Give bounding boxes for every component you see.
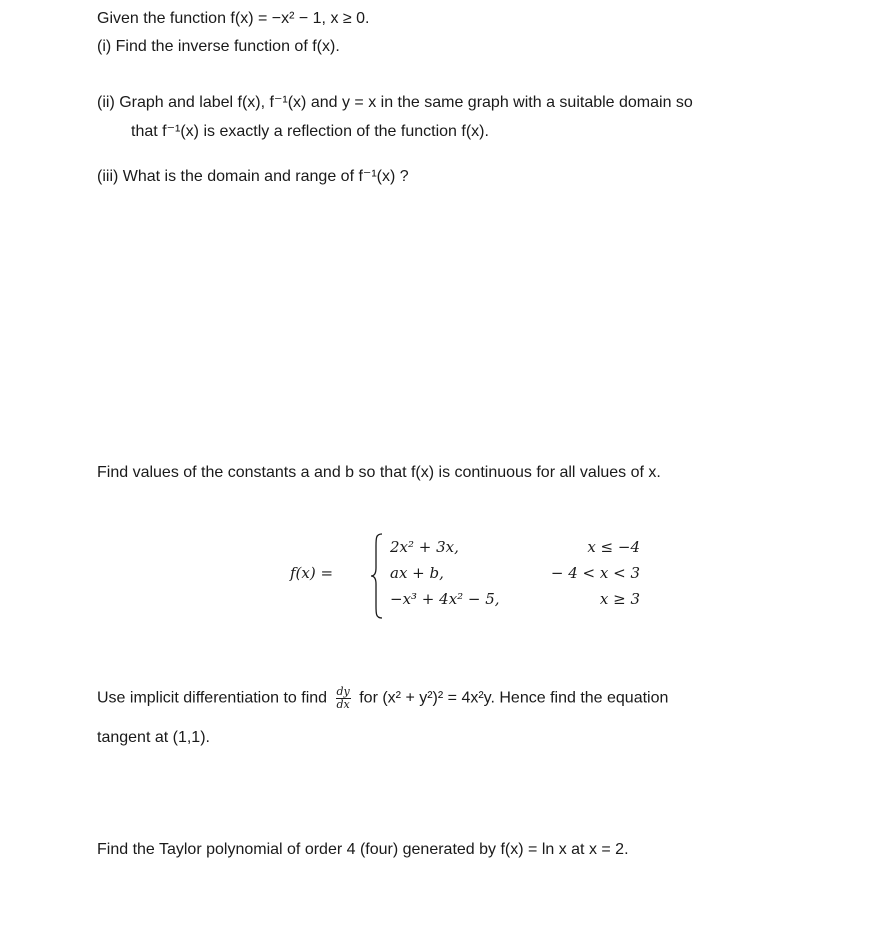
piecewise-row-1-expr: 2x² + 3x,	[390, 538, 459, 556]
q3-line1	[97, 686, 668, 710]
frac-denominator: dx	[336, 697, 350, 711]
q4-text: Find the Taylor polynomial of order 4 (four) generated by f(x) = ln x at x = 2.	[97, 841, 629, 858]
q3-line2: tangent at (1,1).	[97, 729, 210, 746]
q1-part-ii-line1: (ii) Graph and label f(x), f⁻¹(x) and y = x in the same graph with a suitable domain so	[97, 94, 693, 111]
piecewise-function	[290, 534, 650, 618]
q3-line1-b: for (x² + y²)² = 4x²y. Hence find the equation	[359, 689, 669, 707]
q1-part-iii: (iii) What is the domain and range of f⁻¹(x) ?	[97, 168, 409, 185]
frac-numerator: dy	[336, 685, 350, 698]
q2-prompt: Find values of the constants a and b so that f(x) is continuous for all values of x.	[97, 464, 661, 481]
dy-dx-fraction	[336, 686, 351, 710]
q1-part-ii-line2: that f⁻¹(x) is exactly a reflection of the function f(x).	[131, 123, 489, 140]
piecewise-row-1-cond: x ≤ −4	[587, 538, 640, 556]
left-brace-icon	[370, 532, 384, 620]
q1-intro: Given the function f(x) = −x² − 1, x ≥ 0.	[97, 10, 370, 27]
piecewise-row-3-expr: −x³ + 4x² − 5,	[390, 590, 500, 608]
q3-line1-a: Use implicit differentiation to find	[97, 689, 328, 707]
piecewise-row-2-expr: ax + b,	[390, 564, 444, 582]
piecewise-lhs: f(x) =	[290, 564, 334, 582]
piecewise-row-3-cond: x ≥ 3	[599, 590, 640, 608]
piecewise-row-2-cond: − 4 < x < 3	[550, 564, 640, 582]
q1-part-i: (i) Find the inverse function of f(x).	[97, 38, 340, 55]
